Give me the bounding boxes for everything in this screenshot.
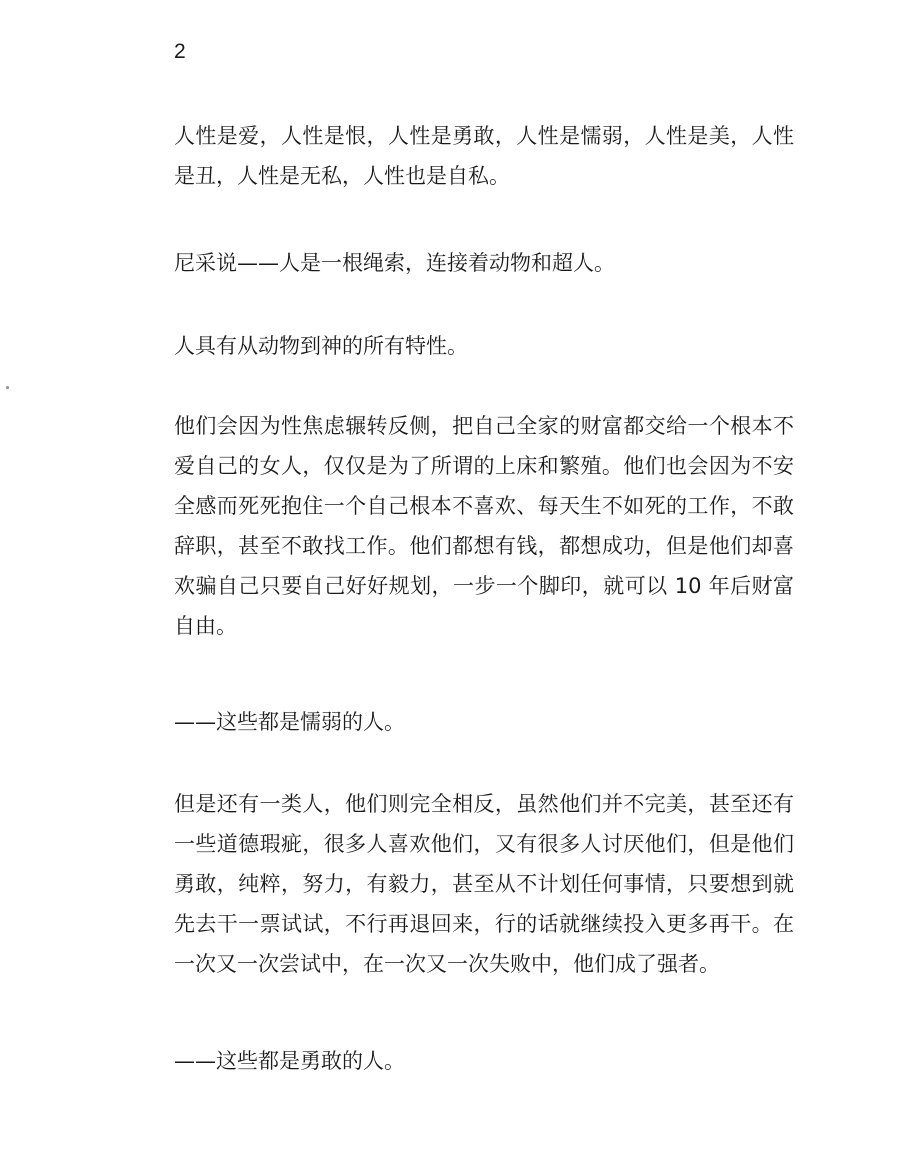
paragraph-brave-conclusion: ——这些都是勇敢的人。 bbox=[174, 1049, 405, 1073]
page-number: 2 bbox=[174, 40, 186, 63]
paragraph-cowardly-conclusion: ——这些都是懦弱的人。 bbox=[174, 710, 405, 734]
paragraph-cowardly-description: 他们会因为性焦虑辗转反侧，把自己全家的财富都交给一个根本不爱自己的女人，仅仅是为了所谓的上床和繁殖。他们也会因为不安全感而死死抱住一个自己根本不喜欢、每天生不如死的工作，不敢辞职，甚至不敢找工作。他们都想有钱，都想成功，但是他们却喜欢骗自己只要自己好好规划，一步一个脚印，就可以 10 年后财富自由。 bbox=[174, 414, 794, 638]
paragraph-animal-to-god: 人具有从动物到神的所有特性。 bbox=[174, 334, 468, 358]
paragraph-brave-description: 但是还有一类人，他们则完全相反，虽然他们并不完美，甚至还有一些道德瑕疵，很多人喜欢他们，又有很多人讨厌他们，但是他们勇敢，纯粹，努力，有毅力，甚至从不计划任何事情，只要想到就先去干一票试试，不行再退回来，行的话就继续投入更多再干。在一次又一次尝试中，在一次又一次失败中，他们成了强者。 bbox=[174, 792, 794, 976]
scan-speck bbox=[6, 386, 9, 389]
paragraph-nietzsche: 尼采说——人是一根绳索，连接着动物和超人。 bbox=[174, 251, 615, 275]
paragraph-human-nature: 人性是爱，人性是恨，人性是勇敢，人性是懦弱，人性是美，人性是丑，人性是无私，人性也是自私。 bbox=[174, 124, 794, 188]
